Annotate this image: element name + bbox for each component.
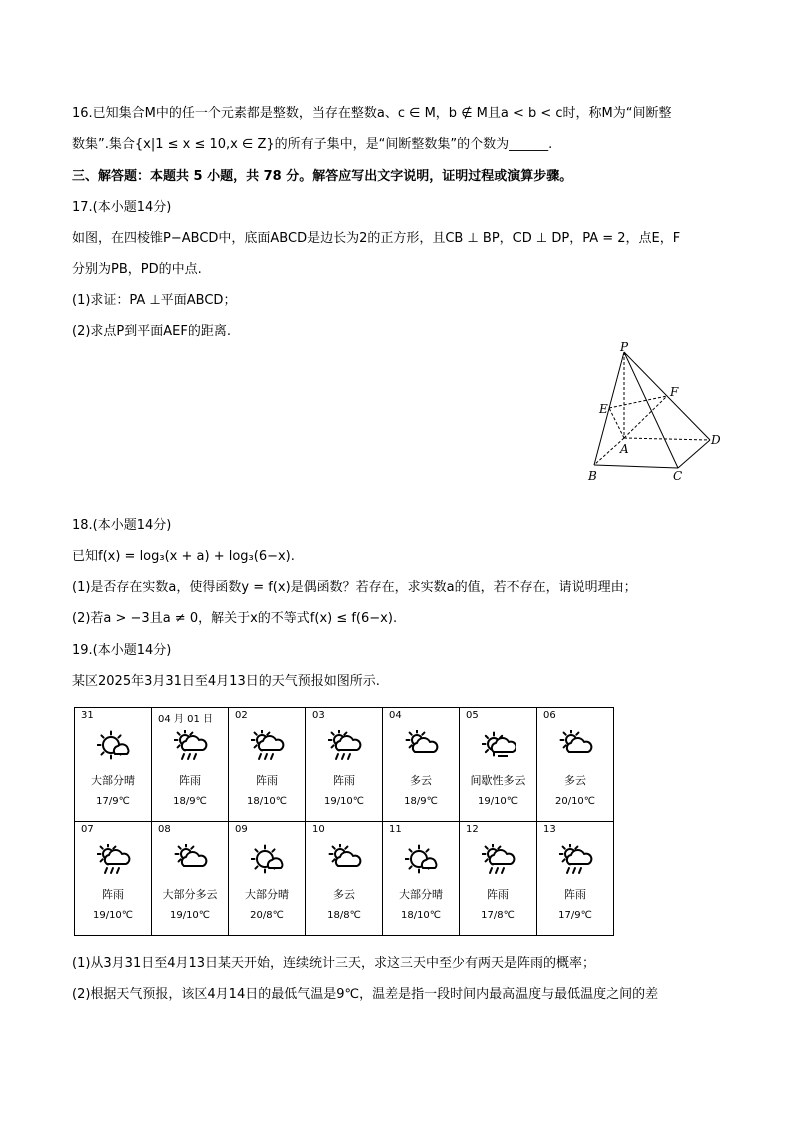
label-B: B [588, 469, 597, 483]
label-A: A [620, 442, 629, 456]
q19-part1: (1)从3月31日至4月13日某天开始，连续统计三天，求这三天中至少有两天是阵雨的概率； [72, 956, 596, 971]
cloudy-icon [405, 730, 439, 762]
label-E: E [599, 402, 608, 416]
edge-AD [624, 438, 710, 440]
q19-part2: (2)根据天气预报，该区4月14日的最低气温是9℃，温差是指一段时间内最高温度与最低温度之间的差 [72, 987, 659, 1002]
weather-cell: 04 多云 18/9℃ [389, 710, 438, 807]
cloudy-icon [174, 844, 208, 876]
shower-icon [328, 730, 362, 762]
label-F: F [670, 385, 679, 399]
weather-cell: 13 阵雨 17/9℃ [543, 824, 592, 921]
sun-cloud-icon [251, 844, 285, 876]
edge-CD [678, 440, 710, 468]
weather-cell: 31 大部分晴 17/9℃ [81, 710, 135, 807]
q17-line2: 分别为PB，PD的中点. [72, 262, 202, 277]
weather-cell: 04 月 01 日 阵雨 18/9℃ [158, 714, 213, 807]
shower-icon [251, 730, 285, 762]
pyramid-figure [580, 340, 730, 490]
weather-cell: 03 阵雨 19/10℃ [312, 710, 365, 807]
shower-icon [559, 844, 593, 876]
q18-part2: (2)若a > −3且a ≠ 0，解关于x的不等式f(x) ≤ f(6−x). [72, 611, 398, 626]
weather-cell: 07 阵雨 19/10℃ [81, 824, 134, 921]
weather-cell: 12 阵雨 17/8℃ [466, 824, 515, 921]
q18-header: 18.(本小题14分) [72, 518, 172, 533]
q17-line1: 如图，在四棱锥P−ABCD中，底面ABCD是边长为2的正方形，且CB ⊥ BP，CD ⊥ DP，PA = 2，点E，F [72, 231, 681, 246]
q17-part1: (1)求证：PA ⊥平面ABCD； [72, 293, 237, 308]
weather-cell: 11 大部分晴 18/10℃ [389, 824, 443, 921]
label-P: P [620, 340, 629, 354]
cloudy-icon [328, 844, 362, 876]
segment-AF [624, 396, 667, 438]
q17-header: 17.(本小题14分) [72, 200, 172, 215]
section-3-heading: 三、解答题：本题共 5 小题，共 78 分。解答应写出文字说明，证明过程或演算步骤。 [72, 169, 573, 184]
weather-cell: 10 多云 18/8℃ [312, 824, 361, 921]
q19-line1: 某区2025年3月31日至4月13日的天气预报如图所示. [72, 674, 380, 689]
q16-line1: 16.已知集合M中的任一个元素都是整数，当存在整数a、c ∈ M，b ∉ M且a < b < c时，称M为“间断整 [72, 106, 672, 121]
shower-icon [174, 730, 208, 762]
intermittent-cloudy-icon [482, 730, 516, 762]
weather-cell: 05 间歇性多云 19/10℃ [466, 710, 526, 807]
q19-header: 19.(本小题14分) [72, 643, 172, 658]
weather-cell: 08 大部分多云 19/10℃ [158, 824, 218, 921]
weather-cell: 06 多云 20/10℃ [543, 710, 596, 807]
sun-cloud-icon [97, 730, 131, 762]
q17-part2: (2)求点P到平面AEF的距离. [72, 324, 231, 339]
label-C: C [673, 469, 683, 483]
label-D: D [711, 433, 721, 447]
segment-AE [609, 408, 624, 438]
q18-part1: (1)是否存在实数a，使得函数y = f(x)是偶函数？若存在，求实数a的值，若不存在，请说明理由； [72, 580, 637, 595]
q18-line1: 已知f(x) = log₃(x + a) + log₃(6−x). [72, 549, 295, 564]
weather-cell: 09 大部分晴 20/8℃ [235, 824, 289, 921]
weather-forecast-table [74, 707, 614, 936]
shower-icon [97, 844, 131, 876]
sun-cloud-icon [405, 844, 439, 876]
segment-EF [609, 396, 667, 408]
cloudy-icon [559, 730, 593, 762]
edge-BC [594, 465, 678, 468]
weather-cell: 02 阵雨 18/10℃ [235, 710, 288, 807]
shower-icon [482, 844, 516, 876]
edge-PC [624, 352, 678, 468]
q16-line2: 数集”.集合{x|1 ≤ x ≤ 10,x ∈ Z}的所有子集中，是“间断整数集”的个数为______. [72, 137, 553, 152]
